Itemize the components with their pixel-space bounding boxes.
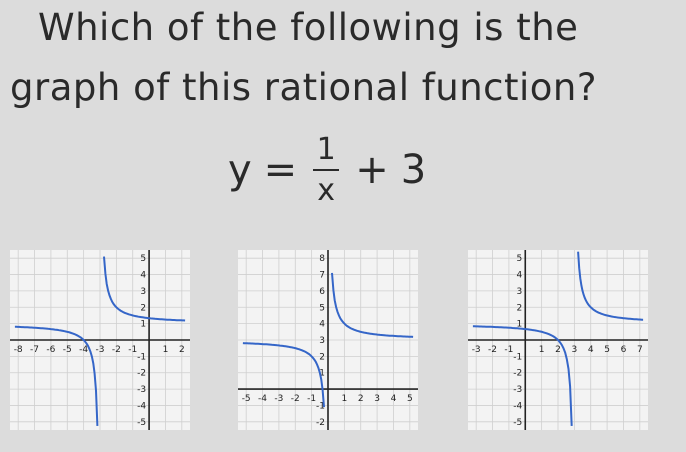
y-tick-label: 2 [516, 303, 523, 314]
x-tick-label: 4 [390, 394, 397, 405]
y-tick-label: 5 [516, 254, 523, 265]
x-tick-label: -5 [62, 345, 72, 355]
y-tick-label: 6 [319, 286, 325, 297]
x-tick-label: 5 [604, 345, 610, 355]
x-tick-label: -5 [241, 394, 251, 405]
y-tick-label: 4 [140, 270, 147, 281]
y-tick-label: 7 [319, 270, 325, 281]
x-tick-label: 2 [357, 394, 364, 405]
equation-lhs: y [228, 147, 252, 193]
y-tick-label: 8 [319, 254, 325, 265]
y-tick-label: -1 [316, 401, 325, 412]
y-tick-label: -4 [137, 401, 147, 412]
y-tick-label: 2 [319, 352, 325, 363]
equation [222, 130, 432, 210]
graph-option-1[interactable] [0, 240, 200, 440]
y-tick-label: -3 [513, 385, 523, 396]
x-tick-label: -3 [471, 345, 481, 355]
y-tick-label: -1 [513, 352, 523, 363]
graph-option-2[interactable] [228, 240, 428, 440]
equation-denominator: x [317, 173, 336, 208]
y-tick-label: -2 [513, 368, 523, 379]
question-line-2: graph of this rational function? [10, 66, 598, 109]
x-tick-label: 7 [636, 345, 643, 355]
x-tick-label: -4 [79, 345, 89, 355]
x-tick-label: -7 [30, 345, 40, 355]
x-tick-label: -2 [290, 394, 300, 405]
x-tick-label: 3 [374, 394, 380, 405]
y-tick-label: -1 [137, 352, 147, 363]
x-tick-label: -6 [46, 345, 56, 355]
x-tick-label: -1 [504, 345, 514, 355]
fraction-bar [313, 169, 339, 171]
y-tick-label: 5 [140, 254, 147, 265]
y-tick-label: 5 [319, 303, 325, 314]
x-tick-label: 6 [620, 345, 627, 355]
x-tick-label: -3 [95, 345, 105, 355]
x-tick-label: 5 [406, 394, 413, 405]
x-tick-label: -4 [258, 394, 268, 405]
question-line-1: Which of the following is the [38, 6, 579, 49]
y-tick-label: -5 [513, 417, 523, 428]
y-tick-label: 2 [140, 303, 147, 314]
y-tick-label: -4 [513, 401, 523, 412]
x-tick-label: 2 [178, 345, 185, 355]
x-tick-label: 1 [162, 345, 169, 355]
x-tick-label: -1 [128, 345, 138, 355]
y-tick-label: 3 [516, 286, 523, 297]
y-tick-label: -2 [316, 417, 325, 428]
y-tick-label: 1 [319, 368, 325, 379]
y-tick-label: 4 [516, 270, 523, 281]
y-tick-label: -2 [137, 368, 147, 379]
x-tick-label: -1 [307, 394, 317, 405]
x-tick-label: -8 [13, 345, 23, 355]
x-tick-label: 3 [571, 345, 578, 355]
x-tick-label: 1 [341, 394, 348, 405]
equation-plus: + [355, 147, 389, 193]
graph-option-3[interactable] [458, 240, 658, 440]
x-tick-label: -3 [274, 394, 284, 405]
y-tick-label: 1 [140, 319, 147, 330]
x-tick-label: -2 [488, 345, 498, 355]
x-tick-label: 2 [555, 345, 561, 355]
equation-fraction [313, 132, 339, 208]
y-tick-label: -5 [137, 417, 147, 428]
x-tick-label: -2 [111, 345, 121, 355]
y-tick-label: 4 [319, 319, 325, 330]
x-tick-label: 4 [587, 345, 594, 355]
equation-constant: 3 [400, 147, 427, 193]
x-tick-label: 1 [538, 345, 545, 355]
y-tick-label: 3 [319, 336, 325, 346]
y-tick-label: 1 [516, 319, 523, 330]
y-tick-label: -3 [137, 385, 147, 396]
y-tick-label: 3 [140, 286, 147, 297]
equation-numerator: 1 [316, 132, 336, 167]
equation-equals: = [263, 147, 298, 193]
